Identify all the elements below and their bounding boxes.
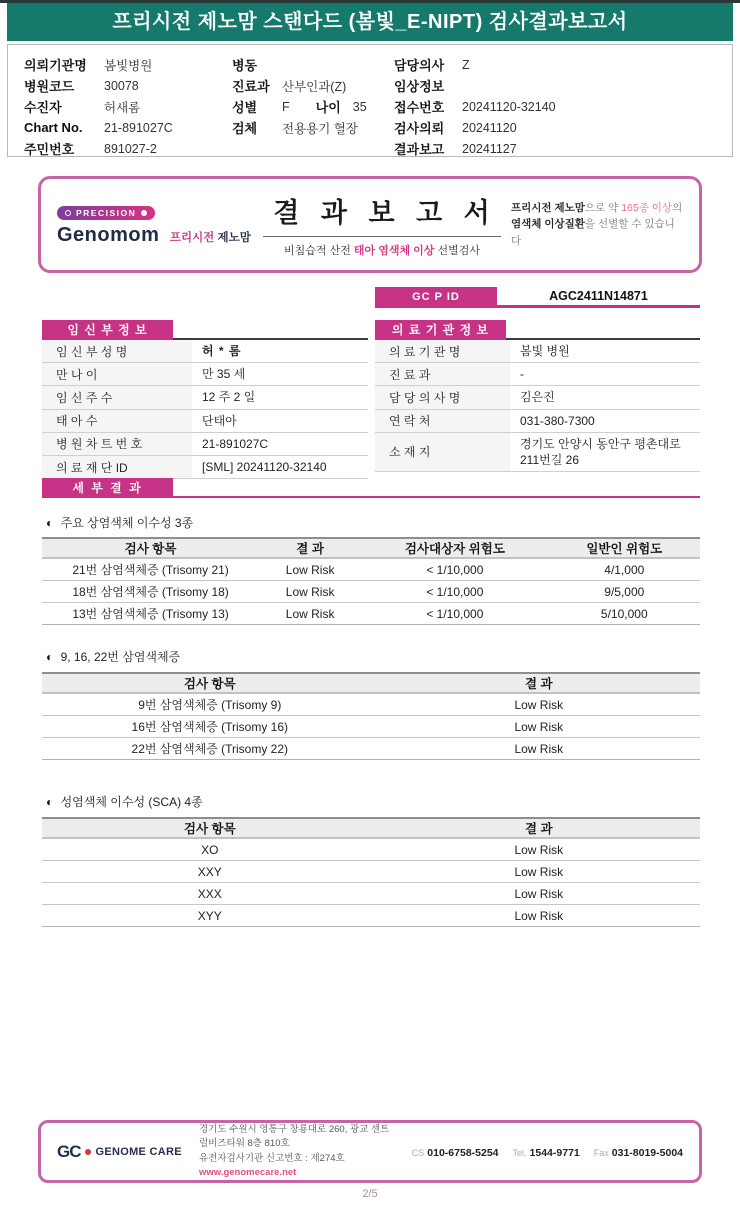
section-title: 주요 상염색체 이수성 3종	[60, 516, 194, 530]
footer-box	[38, 1120, 702, 1183]
table-row	[42, 839, 700, 861]
cell-result: Low Risk	[514, 886, 564, 901]
row-value: 21-891027C	[202, 436, 269, 451]
half-circle-bullet-icon: ◐	[46, 650, 54, 664]
row-label: 소 재 지	[375, 433, 510, 471]
brand-line	[57, 224, 253, 247]
genome-care-logo	[57, 1142, 185, 1162]
row-value: 허 * 롬	[202, 344, 242, 358]
contact-label: Tel.	[512, 1147, 527, 1158]
cell-subject-risk: < 1/10,000	[426, 606, 484, 621]
cell-item: 13번 삼염색체증 (Trisomy 13)	[72, 607, 229, 621]
field-label: 의뢰기관명	[24, 58, 87, 73]
col-header-item: 검사 항목	[124, 542, 177, 556]
cell-item: XXX	[197, 886, 222, 901]
field-value: 허새롬	[104, 100, 141, 115]
col-header-result: 결 과	[296, 542, 324, 556]
cell-result: Low Risk	[285, 562, 335, 577]
gc-p-id-value: AGC2411N14871	[497, 287, 700, 308]
contact-value: 1544-9771	[529, 1146, 580, 1159]
section-main-autosome-label	[46, 514, 193, 531]
report-subtitle	[253, 242, 511, 258]
cell-item: 16번 삼염색체증 (Trisomy 16)	[131, 720, 289, 734]
field-doctor	[394, 54, 724, 75]
cell-result: Low Risk	[285, 606, 335, 621]
table-row	[42, 581, 700, 603]
note-end-1: 의	[672, 202, 683, 215]
note-end-2: 을 선별할 수 있습니다	[511, 218, 675, 247]
field-clinical-info	[394, 75, 724, 96]
patient-col-1	[24, 54, 224, 159]
website-link[interactable]: www.genomecare.net	[199, 1166, 297, 1178]
col-header-item: 검사 항목	[183, 822, 236, 836]
patient-info-header	[7, 44, 733, 157]
table-row	[42, 340, 368, 363]
field-value: Z	[462, 57, 470, 72]
field-label: 성별	[232, 100, 258, 115]
col-header-general-risk: 일반인 위험도	[586, 542, 663, 556]
cell-result: Low Risk	[514, 697, 564, 712]
contact-tel	[513, 1143, 580, 1161]
col-header-result: 결 과	[524, 822, 553, 836]
table-row	[42, 433, 368, 456]
contact-cs	[412, 1143, 499, 1161]
cell-result: Low Risk	[514, 908, 564, 923]
precision-badge	[57, 206, 155, 220]
cell-result: Low Risk	[514, 741, 564, 756]
field-chart-no	[24, 117, 224, 138]
contact-label: CS	[411, 1147, 425, 1158]
patient-col-2	[232, 54, 394, 138]
field-value: F	[282, 99, 290, 114]
sca-table	[42, 817, 700, 927]
brand-kr-dark: 제노맘	[217, 231, 251, 244]
table-row	[42, 905, 700, 927]
section-other-trisomy-label	[46, 648, 180, 665]
note-bold-1: 프리시전 제노맘	[511, 202, 585, 215]
cell-item: XYY	[197, 908, 222, 923]
logo-wordmark: GENOME CARE	[95, 1145, 182, 1158]
field-label: 나이	[315, 100, 341, 115]
subtitle-accent: 태아 염색체 이상	[353, 245, 435, 257]
field-value: 봄빛병원	[104, 58, 153, 73]
table-row	[42, 694, 700, 716]
contact-value: 031-8019-5004	[611, 1146, 683, 1159]
table-row	[375, 410, 700, 433]
field-label: 병동	[232, 58, 258, 73]
table-row	[42, 410, 368, 433]
half-circle-bullet-icon: ◐	[46, 516, 54, 530]
field-label: 주민번호	[24, 142, 75, 157]
row-value: 봄빛 병원	[520, 344, 570, 358]
row-label: 병 원 차 트 번 호	[42, 433, 192, 455]
row-value: 12 주 2 일	[202, 390, 256, 405]
cell-item: 22번 삼염색체증 (Trisomy 22)	[131, 742, 289, 756]
gc-monogram-icon: GC	[57, 1141, 81, 1161]
red-dot-icon	[85, 1149, 91, 1155]
field-label: 검사의뢰	[394, 121, 445, 136]
col-header-result: 결 과	[524, 677, 553, 691]
col-header-item: 검사 항목	[183, 677, 236, 691]
row-label: 의 료 기 관 명	[375, 340, 510, 362]
table-header-row	[42, 672, 700, 694]
table-header-row	[42, 817, 700, 839]
section-sca-label	[46, 793, 203, 810]
row-label: 태 아 수	[42, 410, 192, 432]
cell-result: Low Risk	[514, 842, 564, 857]
row-value: -	[520, 367, 524, 382]
row-value: 단태아	[202, 413, 237, 428]
report-header-box	[38, 176, 702, 273]
pregnant-info-header: 임 신 부 정 보	[42, 320, 173, 340]
address-line-2: 유전자검사기관 신고번호 : 제274호	[199, 1152, 345, 1164]
row-label: 임 신 부 성 명	[42, 340, 192, 362]
row-label: 만 나 이	[42, 363, 192, 385]
field-department	[232, 75, 394, 96]
cell-item: 18번 삼염색체증 (Trisomy 18)	[72, 585, 229, 599]
table-row	[42, 861, 700, 883]
field-label: 병원코드	[24, 79, 75, 94]
contact-fax	[594, 1143, 683, 1161]
cell-result: Low Risk	[514, 719, 564, 734]
subtitle-post: 선별검사	[434, 245, 480, 257]
footer-address-block	[199, 1123, 398, 1180]
field-value: 891027-2	[104, 141, 157, 156]
field-label: 검체	[232, 121, 258, 136]
field-value: 20241120	[462, 120, 517, 135]
cell-item: XO	[201, 842, 219, 857]
field-value: 30078	[104, 78, 139, 93]
row-value: 경기도 안양시 동안구 평촌대로 211번길 26	[520, 436, 681, 467]
section-title: 9, 16, 22번 삼염색체증	[60, 650, 181, 664]
gc-p-id-label: GC P ID	[375, 287, 497, 308]
row-label: 진 료 과	[375, 363, 510, 385]
field-value: 20241120-32140	[462, 99, 556, 114]
cell-result: Low Risk	[285, 584, 335, 599]
field-requesting-org	[24, 54, 224, 75]
contact-label: Fax	[593, 1147, 609, 1158]
note-bold-2: 염색체 이상질환	[511, 218, 585, 231]
table-row	[375, 433, 700, 472]
clinic-info-table	[375, 320, 700, 472]
field-value: 산부인과(Z)	[282, 79, 347, 94]
row-label: 연 락 처	[375, 410, 510, 432]
field-value: 전용용기 혈장	[282, 121, 358, 136]
pregnant-info-header-row	[42, 320, 368, 340]
address-line-1: 경기도 수원시 영통구 창룡대로 260, 광교 센트럴비즈타워 8층 810호	[199, 1124, 390, 1150]
table-row	[42, 559, 700, 581]
page-indicator: 2/5	[362, 1188, 378, 1200]
field-label: 진료과	[232, 79, 270, 94]
field-value: 20241127	[462, 141, 517, 156]
note-mid: 으로 약	[584, 202, 622, 215]
note-accent: 165종 이상	[621, 202, 673, 215]
cell-subject-risk: < 1/10,000	[426, 562, 484, 577]
table-row	[42, 738, 700, 760]
patient-col-3	[394, 54, 724, 159]
row-label: 임 신 주 수	[42, 386, 192, 408]
brand-name: Genomom	[57, 223, 160, 246]
field-hospital-code	[24, 75, 224, 96]
contact-value: 010-6758-5254	[427, 1146, 499, 1159]
field-label: 수진자	[24, 100, 62, 115]
cell-item: 21번 삼염색체증 (Trisomy 21)	[72, 563, 229, 577]
field-value: 35	[352, 99, 367, 114]
table-row	[42, 883, 700, 905]
field-report-date	[394, 138, 724, 159]
subtitle-pre: 비침습적 산전	[284, 245, 354, 257]
field-patient-name	[24, 96, 224, 117]
table-row	[42, 363, 368, 386]
field-label: 담당의사	[394, 58, 445, 73]
col-header-subject-risk: 검사대상자 위험도	[404, 542, 505, 556]
row-value: 김은진	[520, 390, 555, 405]
report-title-block	[253, 191, 511, 258]
cell-general-risk: 4/1,000	[604, 562, 645, 577]
badge-dot-icon	[141, 210, 147, 216]
row-label: 담 당 의 사 명	[375, 386, 510, 408]
field-label: 결과보고	[394, 142, 445, 157]
pregnant-info-table	[42, 320, 368, 479]
field-sex-age	[232, 96, 394, 117]
brand-kr-accent: 프리시전	[169, 231, 215, 244]
detail-results-header-row	[42, 478, 700, 498]
cell-general-risk: 5/10,000	[600, 606, 648, 621]
main-autosome-table	[42, 537, 700, 625]
cell-result: Low Risk	[514, 864, 564, 879]
field-resident-no	[24, 138, 224, 159]
row-value: 만 35 세	[202, 367, 246, 382]
field-receipt-no	[394, 96, 724, 117]
cell-subject-risk: < 1/10,000	[426, 584, 484, 599]
cell-item: XXY	[197, 864, 222, 879]
row-value: [SML] 20241120-32140	[202, 459, 327, 474]
field-specimen	[232, 117, 394, 138]
genomom-logo	[57, 203, 253, 247]
section-title: 성염색체 이수성 (SCA) 4종	[60, 795, 203, 809]
field-request-date	[394, 117, 724, 138]
detail-results-header: 세 부 결 과	[42, 478, 173, 498]
gc-p-id-row	[375, 287, 700, 308]
field-label: 접수번호	[394, 100, 445, 115]
field-label: Chart No.	[24, 120, 83, 135]
table-row	[42, 603, 700, 625]
badge-label: PRECISION	[76, 207, 137, 218]
report-title-bar	[7, 3, 733, 41]
report-main-title: 결 과 보 고 서	[263, 191, 500, 237]
field-ward	[232, 54, 394, 75]
footer-contacts	[412, 1143, 683, 1161]
row-value: 031-380-7300	[520, 413, 595, 428]
half-circle-bullet-icon: ◐	[46, 795, 54, 809]
screening-note	[511, 200, 683, 249]
cell-item: 9번 삼염색체증 (Trisomy 9)	[138, 698, 282, 712]
clinic-info-header: 의 료 기 관 정 보	[375, 320, 506, 340]
badge-ring-icon	[65, 210, 71, 216]
field-value: 21-891027C	[104, 120, 173, 135]
table-row	[375, 363, 700, 386]
field-label: 임상정보	[394, 79, 445, 94]
cell-general-risk: 9/5,000	[604, 584, 645, 599]
table-row	[42, 456, 368, 479]
brand-name-kr	[170, 232, 251, 244]
table-row	[42, 386, 368, 409]
table-row	[375, 386, 700, 409]
report-title: 프리시전 제노맘 스탠다드 (봄빛_E-NIPT) 검사결과보고서	[112, 11, 628, 33]
clinic-info-header-row	[375, 320, 700, 340]
row-label: 의 료 재 단 ID	[42, 456, 192, 478]
other-trisomy-table	[42, 672, 700, 760]
table-row	[375, 340, 700, 363]
table-row	[42, 716, 700, 738]
table-header-row	[42, 537, 700, 559]
